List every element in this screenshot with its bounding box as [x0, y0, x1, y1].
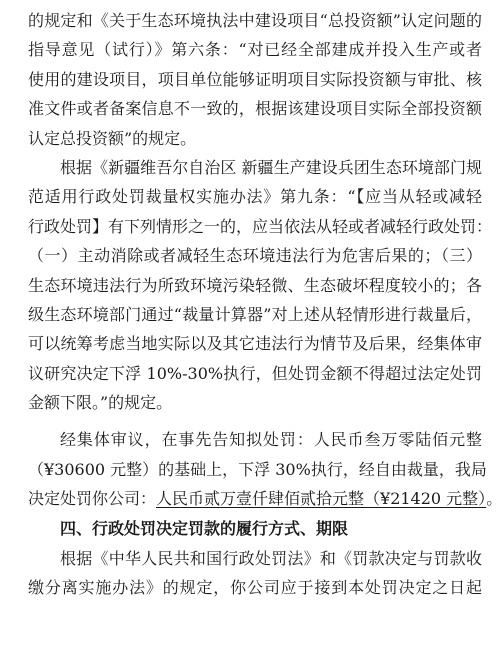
- text-line: 行政处罚】有下列情形之一的，应当依法从轻或者减轻行政处罚：: [28, 216, 493, 236]
- text-line: 的规定和《关于生态环境执法中建设项目“总投资额”认定问题的: [28, 11, 482, 30]
- text-line: 根据《新疆维吾尔自治区 新疆生产建设兵团生态环境部门规: [60, 157, 482, 177]
- text-line: 范适用行政处罚裁量权实施办法》第九条：“【应当从轻或减轻: [28, 187, 482, 207]
- decision-suffix: 。: [486, 489, 502, 509]
- text-line: 缴分离实施办法》的规定，你公司应于接到本处罚决定之日起: [28, 578, 482, 598]
- text-line: 经集体审议，在事先告知拟处罚：人民币叁万零陆佰元整: [60, 430, 482, 450]
- text-line: 金额下限。”的规定。: [28, 393, 173, 413]
- text-line: 认定总投资额”的规定。: [28, 128, 197, 148]
- text-line: （¥30600 元整）的基础上，下浮 30%执行，经自由裁量，我局: [28, 459, 487, 479]
- paragraph-payment: [28, 544, 482, 603]
- paragraph-guidance-citation: [28, 6, 482, 153]
- text-line: 使用的建设项目，项目单位能够证明项目实际投资额与审批、核: [28, 69, 482, 89]
- text-line: 准文件或者备案信息不一致的，根据该建设项目实际全部投资额: [28, 99, 482, 119]
- text-line: 议研究决定下浮 10%-30%执行，但处罚金额不得超过法定处罚: [28, 363, 482, 383]
- text-line: 生态环境违法行为所致环境污染轻微、生态破坏程度较小的；各: [28, 275, 482, 295]
- text-line: 根据《中华人民共和国行政处罚法》和《罚款决定与罚款收: [60, 548, 482, 568]
- paragraph-discretion-rules: [28, 153, 493, 418]
- decision-prefix: 决定处罚你公司：: [28, 489, 157, 509]
- section-heading: 四、行政处罚决定罚款的履行方式、期限: [60, 518, 349, 538]
- paragraph-penalty-decision: [28, 425, 502, 513]
- text-line: 级生态环境部门通过“裁量计算器”对上述从轻情形进行裁量后，: [28, 304, 482, 324]
- text-line: 可以统筹考虑当地实际以及其它违法行为情节及后果，经集体审: [28, 334, 482, 354]
- penalty-amount: 人民币贰万壹仟肆佰贰拾元整（¥21420 元整）: [156, 489, 487, 509]
- text-line: （一）主动消除或者减轻生态环境违法行为危害后果的；（三）: [28, 246, 482, 266]
- text-line: 指导意见（试行）》第六条：“对已经全部建成并投入生产或者: [28, 40, 482, 60]
- text-line: [28, 484, 502, 513]
- paragraph-gap: [28, 417, 482, 425]
